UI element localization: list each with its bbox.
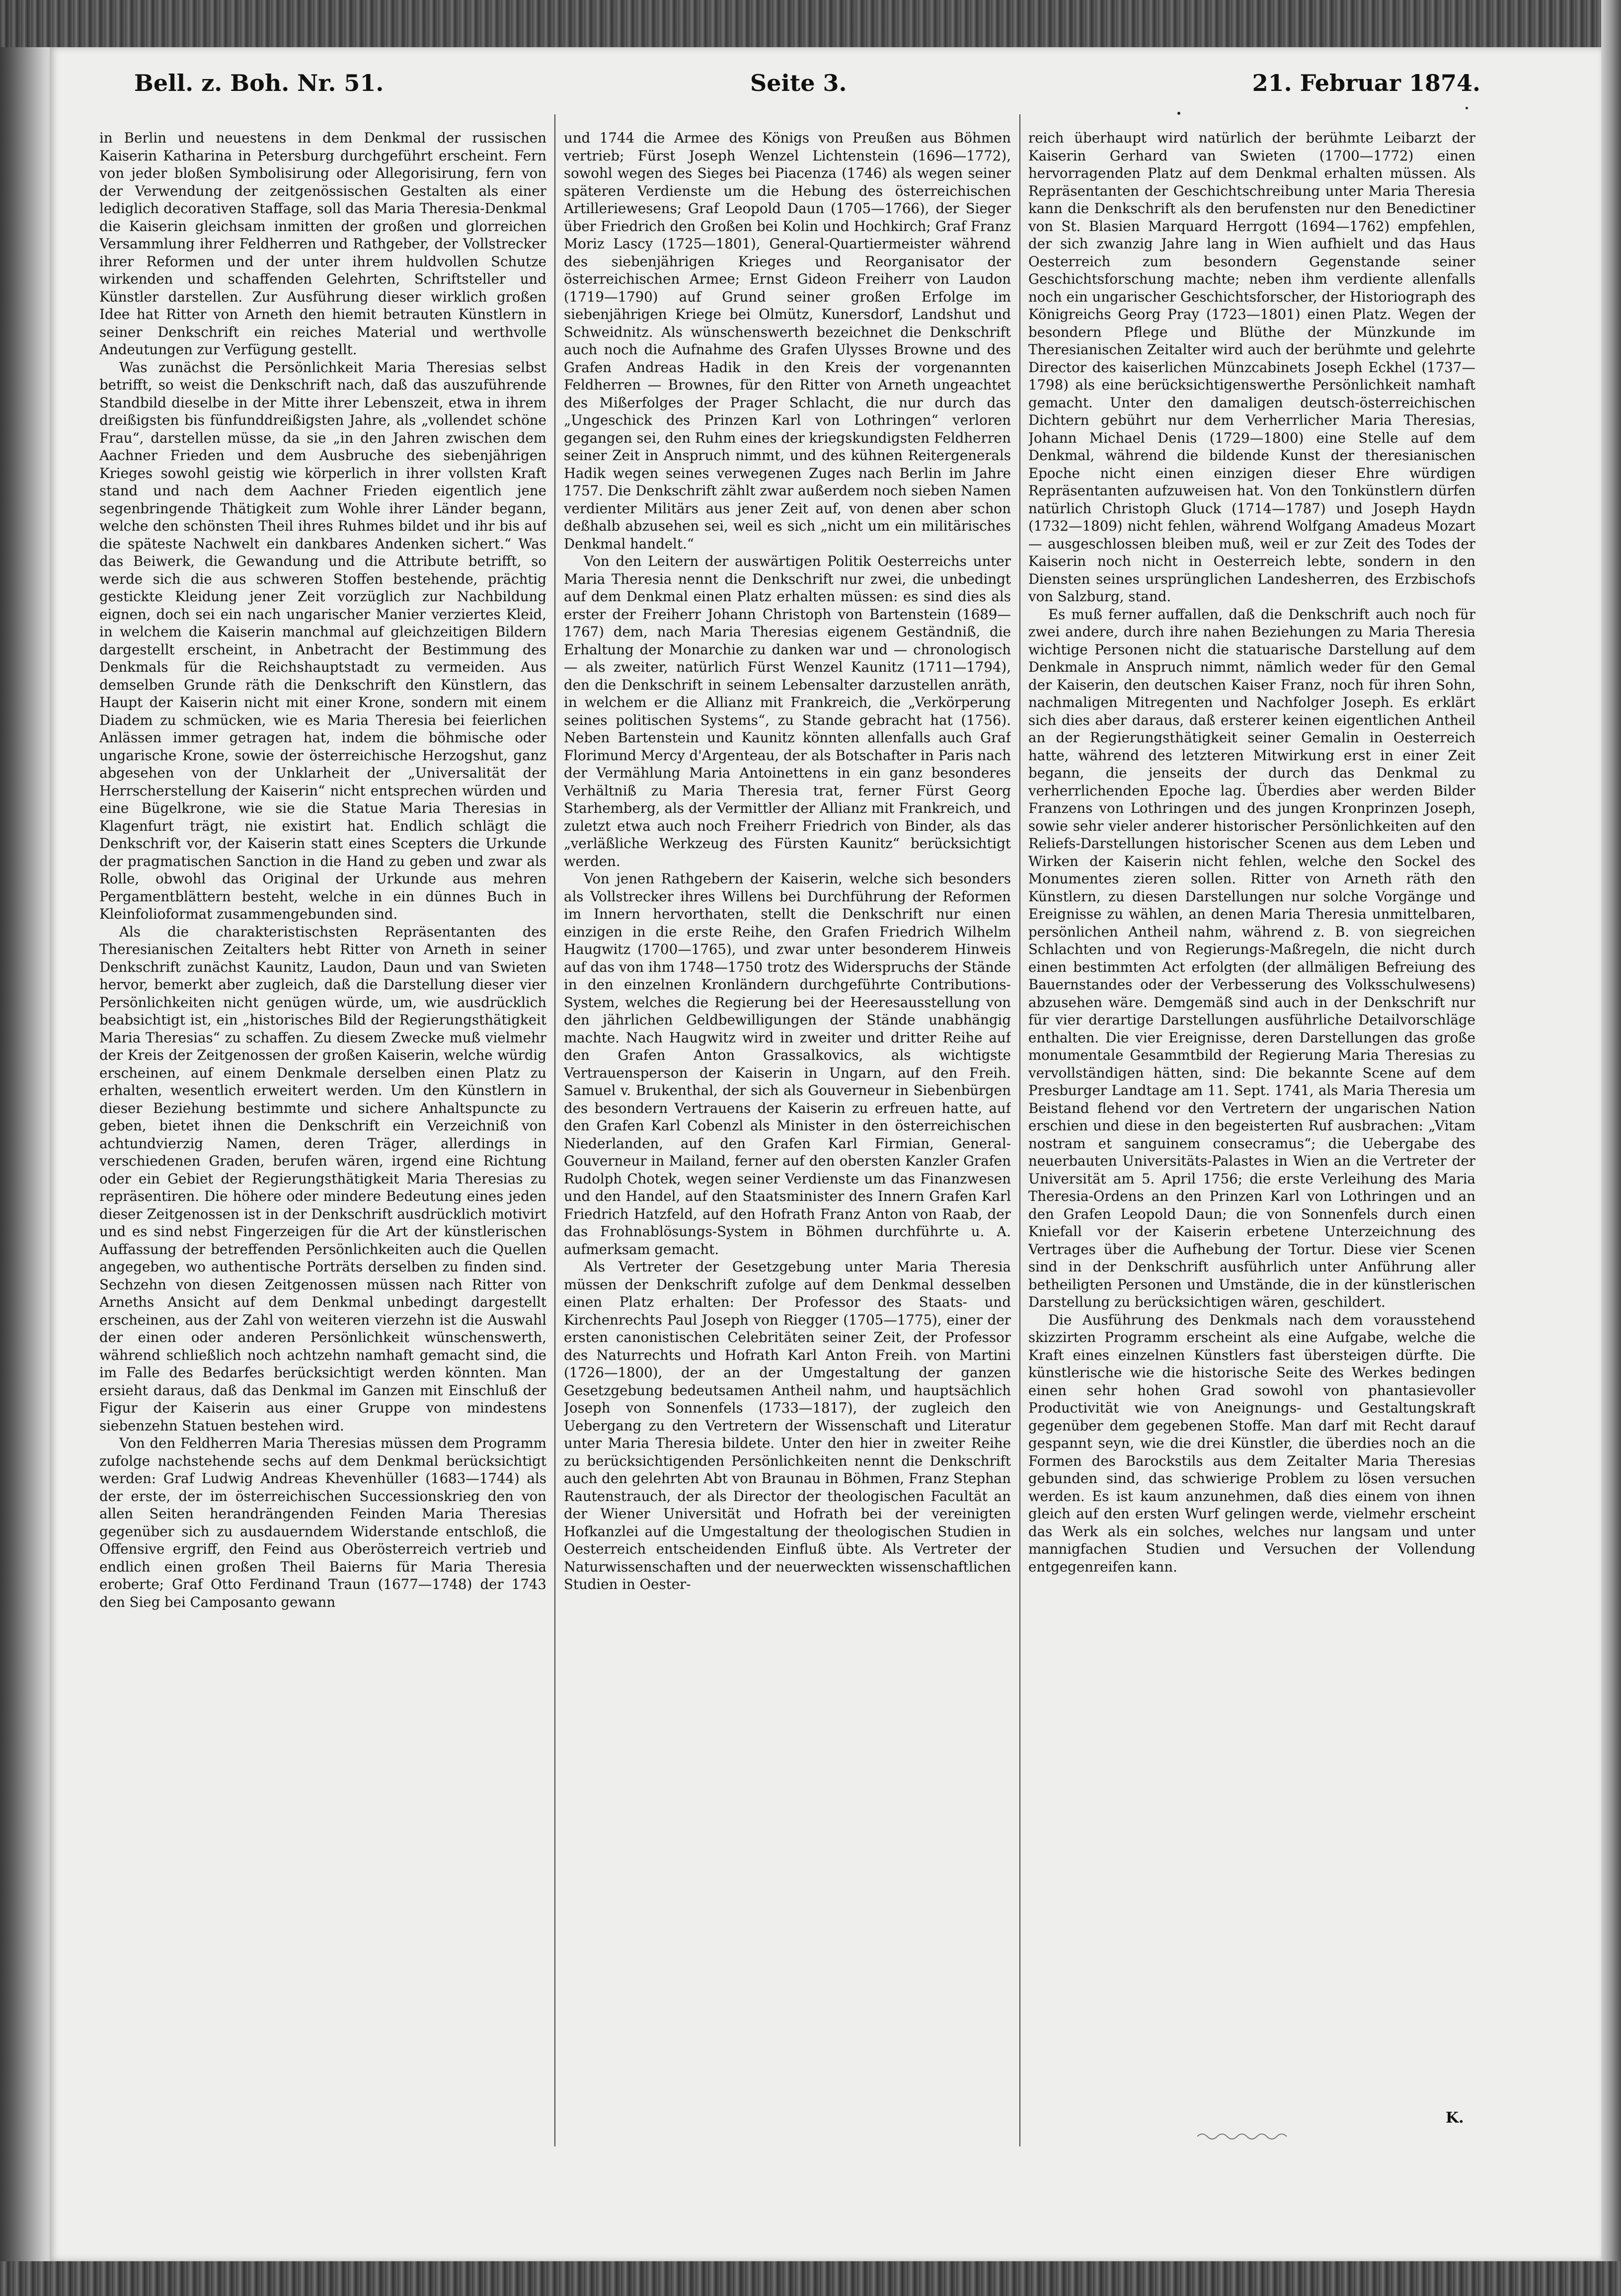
scan-bottom-edge xyxy=(0,2261,1621,2296)
paragraph: Von den Leitern der auswärtigen Politik Oesterreichs unter Maria Theresia nennt die Denkschrift nur zwei, die unbedingt auf dem Denkmal einen Platz erhalten müssen: es sind dies als erster der Freiherr Johann Christoph von Bartenstein (1689—1767) dem, nach Maria Theresias eigenem Geständniß, die Erhaltung der Monarchie zu danken war und — chronologisch — als zweiter, natürlich Fürst Wenzel Kaunitz (1711—1794), den die Denkschrift in seinem Lebensalter darzustellen anräth, in welchem er die Allianz mit Frankreich, die „Verkörperung seines politischen Systems“, zu Stande gebracht hat (1756). Neben Bartenstein und Kaunitz könnten allenfalls auch Graf Florimund Mercy d'Argenteau, der als Botschafter in Paris nach der Vermählung Maria Antoinettens in ein ganz besonderes Verhältniß zu Maria Theresia trat, ferner Fürst Georg Starhemberg, als der Vermittler der Allianz mit Frankreich, und zuletzt etwa auch noch Freiherr Friedrich von Binder, als das „verläßliche Werkzeug des Fürsten Kaunitz“ berücksichtigt werden. xyxy=(564,553,1011,870)
paragraph: Die Ausführung des Denkmals nach dem vorausstehend skizzirten Programm erscheint als eine Aufgabe, welche die Kraft eines einzelnen Künstlers fast übersteigen dürfte. Die künstlerische wie die historische Seite des Werkes bedingen einen sehr hohen Grad sowohl von phantasievoller Productivität wie von Aneignungs- und Gestaltungskraft gegenüber dem gegebenen Stoffe. Man darf mit Recht darauf gespannt seyn, wie die drei Künstler, die überdies noch an die Formen des Barockstils aus dem Zeitalter Maria Theresias gebunden sind, das schwierige Problem zu lösen versuchen werden. Es ist kaum anzunehmen, daß dies einem von ihnen gleich auf den ersten Wurf gelingen werde, vielmehr erscheint das Werk als ein solches, welches nur langsam und unter mannigfachen Studien und Versuchen der Vollendung entgegenreifen kann. xyxy=(1028,1311,1475,1575)
scan-speck xyxy=(1177,112,1180,115)
scan-top-edge xyxy=(0,0,1621,47)
header-date: 21. Februar 1874. xyxy=(1252,70,1480,96)
paragraph: reich überhaupt wird natürlich der berühmte Leibarzt der Kaiserin Gerhard van Swieten (1700—1772) einen hervorragenden Platz auf dem Denkmal erhalten müssen. Als Repräsentanten der Geschichtschreibung unter Maria Theresia kann die Denkschrift als den berufensten nur den Benedictiner von St. Blasien Marquard Herrgott (1694—1762) empfehlen, der sich zwanzig Jahre lang in Wien aufhielt und das Haus Oesterreich zum besondern Gegenstande seiner Geschichtsforschung machte; neben ihm verdiente allenfalls noch ein ungarischer Geschichtsforscher, der Historiograph des Königreichs Georg Pray (1723—1801) einen Platz. Wegen der besondern Pflege und Blüthe der Münzkunde im Theresianischen Zeitalter wird auch der berühmte und gelehrte Director des kaiserlichen Münzcabinets Joseph Eckhel (1737—1798) als eine berücksichtigenswerthe Persönlichkeit namhaft gemacht. Unter den damaligen deutsch-österreichischen Dichtern gebührt nur dem Verherrlicher Maria Theresias, Johann Michael Denis (1729—1800) eine Stelle auf dem Denkmal, während die bildende Kunst der theresianischen Epoche nicht einen einzigen dieser Ehre würdigen Repräsentanten aufzuweisen hat. Von den Tonkünstlern dürfen natürlich Christoph Gluck (1714—1787) und Joseph Haydn (1732—1809) nicht fehlen, während Wolfgang Amadeus Mozart — ausgeschlossen bleiben muß, weil er zur Zeit des Todes der Kaiserin noch nicht in Oesterreich lebte, sondern in den Diensten seines ursprünglichen Landesherren, des Erzbischofs von Salzburg, stand. xyxy=(1028,130,1475,605)
column-rule xyxy=(554,114,555,2146)
author-signature: K. xyxy=(1446,2109,1464,2127)
decorative-squiggle xyxy=(1197,2132,1297,2141)
paragraph: Als die charakteristischsten Repräsentanten des Theresianischen Zeitalters hebt Ritter von Arneth in seiner Denkschrift zunächst Kaunitz, Laudon, Daun und van Swieten hervor, bemerkt aber zugleich, daß die Darstellung dieser vier Persönlichkeiten nicht genügen würde, um, wie ausdrücklich beabsichtigt ist, ein „historisches Bild der Regierungsthätigkeit Maria Theresias“ zu schaffen. Zu diesem Zwecke muß vielmehr der Kreis der Zeitgenossen der großen Kaiserin, welche würdig erscheinen, auf einem Denkmale derselben einen Platz zu erhalten, wesentlich erweitert werden. Um den Künstlern in dieser Beziehung bestimmte und sichere Anhaltspuncte zu geben, bietet ihnen die Denkschrift ein Verzeichniß von achtundvierzig Namen, deren Träger, allerdings in verschiedenen Graden, berufen wären, irgend eine Richtung oder ein Gebiet der Regierungsthätigkeit Maria Theresias zu repräsentiren. Die höhere oder mindere Bedeutung eines jeden dieser Zeitgenossen ist in der Denkschrift ausdrücklich motivirt und es sind nebst Fingerzeigen für die Art der künstlerischen Auffassung der betreffenden Persönlichkeiten auch die Quellen angegeben, wo authentische Porträts derselben zu finden sind. Sechzehn von diesen Zeitgenossen müssen nach Ritter von Arneths Ansicht auf dem Denkmal unbedingt dargestellt erscheinen, aus der Zahl von weiteren vierzehn ist die Auswahl der einen oder anderen Persönlichkeit wünschenswerth, während schließlich noch achtzehn namhaft gemacht sind, die im Falle des Bedarfes berücksichtigt werden könnten. Man ersieht daraus, daß das Denkmal im Ganzen mit Einschluß der Figur der Kaiserin aus einer Gruppe von mindestens siebenzehn Statuen bestehen wird. xyxy=(99,923,546,1434)
paragraph: Als Vertreter der Gesetzgebung unter Maria Theresia müssen der Denkschrift zufolge auf dem Denkmal desselben einen Platz erhalten: Der Professor des Staats- und Kirchenrechts Paul Joseph von Riegger (1705—1775), einer der ersten canonistischen Celebritäten seiner Zeit, der Professor des Naturrechts und Hofrath Karl Anton Freih. von Martini (1726—1800), der an der Umgestaltung der ganzen Gesetzgebung bedeutsamen Antheil nahm, und hauptsächlich Joseph von Sonnenfels (1733—1817), der zugleich den Uebergang zu den Vertretern der Wissenschaft und Literatur unter Maria Theresia bildete. Unter den hier in zweiter Reihe zu berücksichtigenden Persönlichkeiten nennt die Denkschrift auch den gelehrten Abt von Braunau in Böhmen, Franz Stephan Rautenstrauch, der als Director der theologischen Facultät an der Wiener Universität und Hofrath bei der vereinigten Hofkanzlei auf die Umgestaltung der theologischen Studien in Oesterreich entscheidenden Einfluß übte. Als Vertreter der Naturwissenschaften und der neuerweckten wissenschaftlichen Studien in Oester- xyxy=(564,1259,1011,1592)
text-column-2 xyxy=(564,129,1011,2141)
paragraph: in Berlin und neuestens in dem Denkmal der russischen Kaiserin Katharina in Petersburg durchgeführt erscheint. Fern von jeder bloßen Symbolisirung oder Allegorisirung, fern von der Verwendung der zeitgenössischen Gestalten als einer lediglich decorativen Staffage, soll das Maria Theresia-Denkmal die Kaiserin gleichsam inmitten der großen und glorreichen Versammlung ihrer Feldherren und Rathgeber, der Vollstrecker ihrer Reformen und der unter ihrem huldvollen Schutze wirkenden und schaffenden Gelehrten, Schriftsteller und Künstler darstellen. Zur Ausführung dieser wirklich großen Idee hat Ritter von Arneth den hiemit betrauten Künstlern in seiner Denkschrift ein reiches Material und werthvolle Andeutungen zur Verfügung gestellt. xyxy=(99,130,546,358)
paragraph: Es muß ferner auffallen, daß die Denkschrift auch noch für zwei andere, durch ihre nahen Beziehungen zu Maria Theresia wichtige Personen nicht die statuarische Darstellung auf dem Denkmale in Anspruch nimmt, nämlich weder für den Gemal der Kaiserin, den deutschen Kaiser Franz, noch für ihren Sohn, nachmaligen Mitregenten und Nachfolger Joseph. Es erklärt sich dies aber daraus, daß ersterer keinen eigentlichen Antheil an der Regierungsthätigkeit seiner Gemalin in Oesterreich hatte, während des letzteren Mitwirkung erst in einer Zeit begann, die jenseits der durch das Denkmal zu verherrlichenden Epoche lag. Überdies aber werden Bilder Franzens von Lothringen und des jungen Kronprinzen Joseph, sowie sehr vieler anderer historischer Persönlichkeiten auf den Reliefs-Darstellungen historischer Scenen aus dem Leben und Wirken der Kaiserin nicht fehlen, welche den Sockel des Monumentes zieren sollen. Ritter von Arneth räth den Künstlern, zu diesen Darstellungen nur solche Vorgänge und Ereignisse zu wählen, an denen Maria Theresia unmittelbaren, persönlichen Antheil nahm, während z. B. von siegreichen Schlachten und von Regierungs-Maßregeln, die nicht durch einen bestimmten Act erfolgten (der allmäligen Befreiung des Bauernstandes oder der Verbesserung des Volksschulwesens) abzusehen wäre. Demgemäß sind auch in der Denkschrift nur für vier derartige Darstellungen ausführliche Detailvorschläge enthalten. Die vier Ereignisse, deren Darstellungen das große monumentale Gesammtbild der Regierung Maria Theresias zu vervollständigen hätten, sind: Die bekannte Scene auf dem Presburger Landtage am 11. Sept. 1741, als Maria Theresia um Beistand flehend vor den Vertretern der ungarischen Nation erschien und diese in den begeisterten Ruf ausbrachen: „Vitam nostram et sanguinem consecramus“; die Uebergabe des neuerbauten Universitäts-Palastes in Wien an die Vertreter der Universität am 5. April 1756; die erste Verleihung des Maria Theresia-Ordens an den Prinzen Karl von Lothringen und an den Grafen Leopold Daun; die von Sonnenfels durch einen Kniefall vor der Kaiserin erbetene Unterzeichnung des Vertrages über die Aufhebung der Tortur. Diese vier Scenen sind in der Denkschrift ausführlich unter Anführung aller betheiligten Personen und Umstände, die in der künstlerischen Darstellung zu berücksichtigen wären, geschildert. xyxy=(1028,606,1475,1310)
paragraph: Von jenen Rathgebern der Kaiserin, welche sich besonders als Vollstrecker ihres Willens bei Durchführung der Reformen im Innern hervorthaten, stellt die Denkschrift nur einen einzigen in die erste Reihe, den Grafen Friedrich Wilhelm Haugwitz (1700—1765), und zwar unter besonderem Hinweis auf das von ihm 1748—1750 trotz des Widerspruchs der Stände in den einzelnen Kronländern durchgeführte Contributions-System, welches die Regierung bei der Heeresausstellung von den jährlichen Geldbewilligungen der Stände unabhängig machte. Nach Haugwitz wird in zweiter und dritter Reihe auf den Grafen Anton Grassalkovics, als wichtigste Vertrauensperson der Kaiserin in Ungarn, auf den Freih. Samuel v. Brukenthal, der sich als Gouverneur in Siebenbürgen des besondern Vertrauens der Kaiserin zu erfreuen hatte, auf den Grafen Karl Cobenzl als Minister in den österreichischen Niederlanden, auf den Grafen Karl Firmian, General-Gouverneur in Mailand, ferner auf den obersten Kanzler Grafen Rudolph Chotek, wegen seiner Verdienste um das Finanzwesen und den Handel, auf den Staatsminister des Innern Grafen Karl Friedrich Hatzfeld, auf den Hofrath Franz Anton von Raab, der das Frohnablösungs-System in Böhmen durchführte u. A. aufmerksam gemacht. xyxy=(564,871,1011,1258)
header-supplement-number: Bell. z. Boh. Nr. 51. xyxy=(134,70,384,96)
header-page-number: Seite 3. xyxy=(750,70,847,96)
page-header xyxy=(79,65,1485,109)
text-column-3 xyxy=(1028,129,1475,2141)
paragraph: Was zunächst die Persönlichkeit Maria Theresias selbst betrifft, so weist die Denkschrift nach, daß das auszuführende Standbild dieselbe in der Mitte ihrer Lebenszeit, etwa in ihrem dreißigsten bis fünfunddreißigsten Jahre, als „vollendet schöne Frau“, darstellen müsse, da sie „in den Jahren zwischen dem Aachner Frieden und dem Ausbruche des siebenjährigen Krieges sowohl geistig wie körperlich in ihrer vollsten Kraft stand und nach dem Aachner Frieden eigentlich jene segenbringende Thätigkeit zum Wohle ihrer Länder begann, welche den schönsten Theil ihres Ruhmes bildet und ihr bis auf die späteste Nachwelt ein dankbares Andenken sichert.“ Was das Beiwerk, die Gewandung und die Attribute betrifft, so werde sich die aus schweren Stoffen bestehende, prächtig gestickte Kleidung jener Zeit vorzüglich zur Nachbildung eignen, doch sei ein nach ungarischer Manier verziertes Kleid, in welchem die Kaiserin manchmal auf gleichzeitigen Bildern dargestellt erscheint, in Anbetracht der Bestimmung des Denkmals für die Reichshauptstadt zu vermeiden. Aus demselben Grunde räth die Denkschrift den Künstlern, das Haupt der Kaiserin nicht mit einer Krone, sondern mit einem Diadem zu schmücken, wie es Maria Theresia bei feierlichen Anlässen immer getragen hat, indem die böhmische oder ungarische Krone, sowie der österreichische Herzogshut, ganz abgesehen von der Unklarheit der „Universalität der Herrscherstellung der Kaiserin“ nicht entsprechen würden und eine Bügelkrone, wie sie die Statue Maria Theresias in Klagenfurt trägt, nie existirt hat. Endlich schlägt die Denkschrift vor, der Kaiserin statt eines Scepters die Urkunde der pragmatischen Sanction in die Hand zu geben und zwar als Rolle, obwohl das Original der Urkunde aus mehren Pergamentblättern besteht, welche in ein dünnes Buch in Kleinfolioformat zusammengebunden sind. xyxy=(99,359,546,922)
paragraph: Von den Feldherren Maria Theresias müssen dem Programm zufolge nachstehende sechs auf dem Denkmal berücksichtigt werden: Graf Ludwig Andreas Khevenhüller (1683—1744) als der erste, der im österreichischen Successionskrieg den von allen Seiten herandrängenden Feinden Maria Theresias gegenüber sich zu ausdauerndem Widerstande entschloß, die Offensive ergriff, den Feind aus Oberösterreich vertrieb und endlich einen großen Theil Baierns für Maria Theresia eroberte; Graf Otto Ferdinand Traun (1677—1748) der 1743 den Sieg bei Camposanto gewann xyxy=(99,1435,546,1610)
column-rule xyxy=(1019,114,1020,2146)
scan-right-edge xyxy=(1601,0,1621,2296)
scan-speck xyxy=(1466,107,1468,109)
text-column-1 xyxy=(99,129,546,2141)
paragraph: und 1744 die Armee des Königs von Preußen aus Böhmen vertrieb; Fürst Joseph Wenzel Lichtenstein (1696—1772), sowohl wegen des Sieges bei Piacenza (1746) als wegen seiner späteren Verdienste um die Hebung des österreichischen Artilleriewesens; Graf Leopold Daun (1705—1766), der Sieger über Friedrich den Großen bei Kolin und Hochkirch; Graf Franz Moriz Lascy (1725—1801), General-Quartiermeister während des siebenjährigen Krieges und Reorganisator der österreichischen Armee; Ernst Gideon Freiherr von Laudon (1719—1790) auf Grund seiner großen Erfolge im siebenjährigen Kriege bei Olmütz, Kunersdorf, Landshut und Schweidnitz. Als wünschenswerth bezeichnet die Denkschrift auch noch die Aufnahme des Grafen Ulysses Browne und des Grafen Andreas Hadik in den Kreis der vorgenannten Feldherren — Brownes, für den Ritter von Arneth ungeachtet des Mißerfolges der Prager Schlacht, die nur durch das „Ungeschick des Prinzen Karl von Lothringen“ verloren gegangen sei, den Ruhm eines der kriegskundigsten Feldherren seiner Zeit in Anspruch nimmt, und des kühnen Reitergenerals Hadik wegen seines verwegenen Zuges nach Berlin im Jahre 1757. Die Denkschrift zählt zwar außerdem noch sieben Namen verdienter Militärs aus jener Zeit auf, von denen aber schon deßhalb abzusehen sei, weil es sich „nicht um ein militärisches Denkmal handelt.“ xyxy=(564,130,1011,552)
